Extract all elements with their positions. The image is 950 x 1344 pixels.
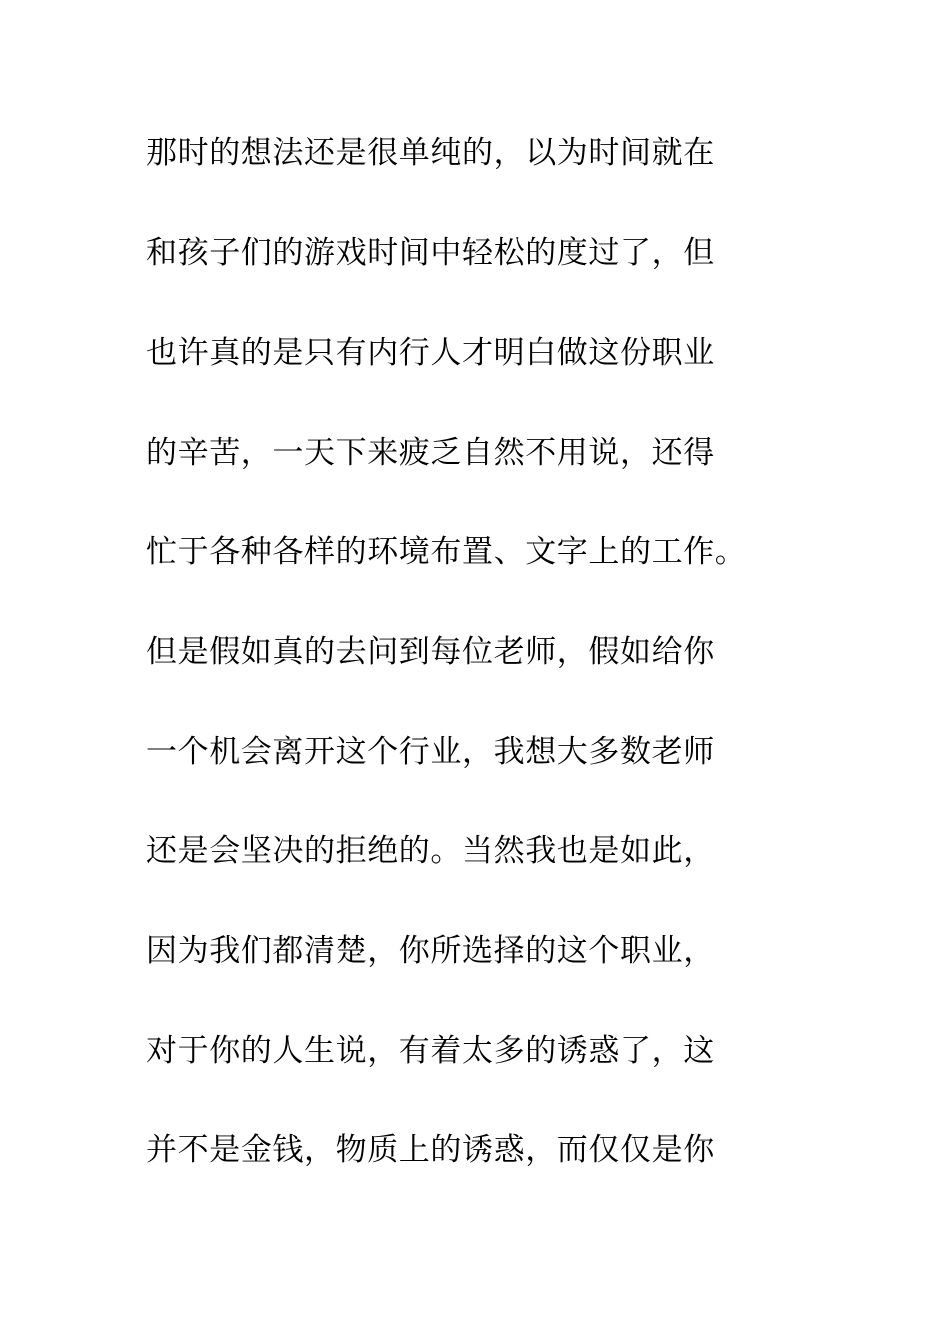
text-line: 还是会坚决的拒绝的。当然我也是如此， — [146, 833, 715, 869]
text-line: 一个机会离开这个行业，我想大多数老师 — [146, 734, 715, 770]
text-line: 也许真的是只有内行人才明白做这份职业 — [146, 335, 715, 371]
text-line: 但是假如真的去问到每位老师，假如给你 — [146, 634, 715, 670]
text-line: 和孩子们的游戏时间中轻松的度过了，但 — [146, 235, 715, 271]
text-line: 并不是金钱，物质上的诱惑，而仅仅是你 — [146, 1132, 715, 1168]
text-line: 对于你的人生说，有着太多的诱惑了，这 — [146, 1033, 715, 1069]
text-line: 因为我们都清楚，你所选择的这个职业， — [146, 933, 715, 969]
text-line: 那时的想法还是很单纯的，以为时间就在 — [146, 135, 715, 171]
text-line: 的辛苦，一天下来疲乏自然不用说，还得 — [146, 435, 715, 471]
text-line: 忙于各种各样的环境布置、文字上的工作。 — [146, 534, 747, 570]
